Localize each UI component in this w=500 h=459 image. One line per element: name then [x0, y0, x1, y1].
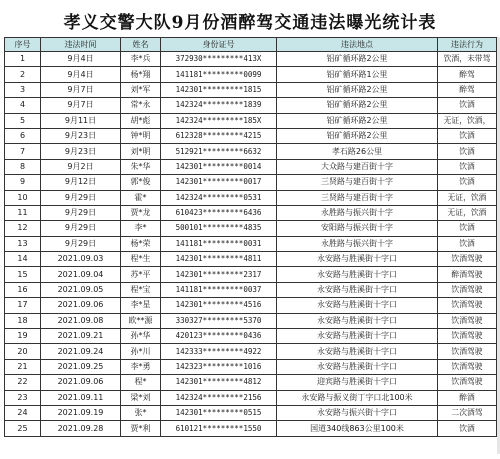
- cell-name: 郭*俊: [121, 175, 161, 190]
- header-id: 身份证号: [161, 38, 277, 52]
- cell-location: 孝石路26公里: [277, 144, 438, 159]
- cell-name: 程*生: [121, 252, 161, 267]
- cell-location: 铝矿循环路2公里: [277, 128, 438, 143]
- cell-name: 朱*华: [121, 159, 161, 174]
- cell-date: 2021.09.25: [41, 359, 121, 374]
- cell-name: 梁*刘: [121, 390, 161, 405]
- cell-location: 铝矿循环路2公里: [277, 52, 438, 67]
- cell-no: 16: [5, 282, 41, 297]
- cell-no: 15: [5, 267, 41, 282]
- cell-violation: 醉驾: [438, 67, 497, 82]
- cell-violation: 饮酒驾驶: [438, 329, 497, 344]
- table-row: [5, 252, 497, 267]
- table-row: [5, 359, 497, 374]
- cell-no: 13: [5, 236, 41, 251]
- cell-no: 20: [5, 344, 41, 359]
- cell-name: 李*: [121, 221, 161, 236]
- cell-id: 142301*********0014: [161, 159, 277, 174]
- cell-violation: 饮酒: [438, 236, 497, 251]
- table-row: [5, 313, 497, 328]
- cell-name: 贾*利: [121, 421, 161, 436]
- cell-id: 142324*********185X: [161, 113, 277, 128]
- cell-violation: 饮酒，未带驾: [438, 52, 497, 67]
- cell-id: 141181*********0031: [161, 236, 277, 251]
- table-row: [5, 98, 497, 113]
- table-row: [5, 67, 497, 82]
- cell-id: 500101*********4835: [161, 221, 277, 236]
- cell-location: 铝矿循环路2公里: [277, 113, 438, 128]
- table-row: [5, 267, 497, 282]
- cell-date: 2021.09.19: [41, 405, 121, 420]
- cell-no: 24: [5, 405, 41, 420]
- cell-no: 23: [5, 390, 41, 405]
- cell-violation: 饮酒: [438, 421, 497, 436]
- header-no: 序号: [5, 38, 41, 52]
- cell-id: 610121*********1550: [161, 421, 277, 436]
- cell-location: 永安路与胜溪街十字口: [277, 282, 438, 297]
- cell-no: 17: [5, 298, 41, 313]
- cell-violation: 醉酒驾驶: [438, 267, 497, 282]
- cell-id: 142301*********0515: [161, 405, 277, 420]
- table-row: [5, 421, 497, 436]
- cell-violation: 饮酒: [438, 98, 497, 113]
- cell-id: 142301*********4811: [161, 252, 277, 267]
- cell-no: 25: [5, 421, 41, 436]
- cell-id: 372930*********413X: [161, 52, 277, 67]
- cell-location: 永安路与振义街丁字口北100米: [277, 390, 438, 405]
- cell-no: 19: [5, 329, 41, 344]
- table-body: [5, 52, 497, 437]
- cell-id: 142324*********2156: [161, 390, 277, 405]
- cell-violation: 饮酒驾驶: [438, 298, 497, 313]
- cell-no: 4: [5, 98, 41, 113]
- cell-id: 610423*********6436: [161, 205, 277, 220]
- cell-date: 9月29日: [41, 205, 121, 220]
- table-header-row: [5, 38, 497, 52]
- cell-name: 刘*军: [121, 82, 161, 97]
- cell-location: 三贤路与建百街十字: [277, 190, 438, 205]
- cell-location: 永安路与胜溪街十字口: [277, 359, 438, 374]
- page-title: 孝义交警大队9月份酒醉驾交通违法曝光统计表: [63, 13, 437, 33]
- cell-no: 10: [5, 190, 41, 205]
- cell-location: 永安路与胜溪街十字口: [277, 313, 438, 328]
- cell-no: 11: [5, 205, 41, 220]
- cell-location: 铝矿循环路2公里: [277, 98, 438, 113]
- cell-violation: 饮酒驾驶: [438, 282, 497, 297]
- cell-date: 2021.09.04: [41, 267, 121, 282]
- cell-no: 6: [5, 128, 41, 143]
- cell-id: 142301*********4812: [161, 375, 277, 390]
- cell-id: 142333*********4922: [161, 344, 277, 359]
- table-row: [5, 405, 497, 420]
- cell-date: 9月12日: [41, 175, 121, 190]
- cell-location: 永安路与胜溪街十字口: [277, 329, 438, 344]
- cell-name: 孙*华: [121, 329, 161, 344]
- cell-date: 9月23日: [41, 128, 121, 143]
- cell-violation: 饮酒驾驶: [438, 313, 497, 328]
- cell-no: 12: [5, 221, 41, 236]
- cell-location: 铝矿循环路2公里: [277, 82, 438, 97]
- cell-date: 9月7日: [41, 82, 121, 97]
- cell-date: 9月11日: [41, 113, 121, 128]
- cell-location: 永安路与胜溪街十字口: [277, 267, 438, 282]
- cell-id: 142301*********4516: [161, 298, 277, 313]
- cell-no: 14: [5, 252, 41, 267]
- cell-id: 142301*********1815: [161, 82, 277, 97]
- cell-date: 2021.09.11: [41, 390, 121, 405]
- cell-id: 512921*********6632: [161, 144, 277, 159]
- cell-date: 9月7日: [41, 98, 121, 113]
- cell-date: 2021.09.08: [41, 313, 121, 328]
- cell-date: 9月4日: [41, 67, 121, 82]
- table-row: [5, 113, 497, 128]
- cell-violation: 饮酒: [438, 144, 497, 159]
- header-location: 违法地点: [277, 38, 438, 52]
- cell-id: 142324*********1839: [161, 98, 277, 113]
- table-row: [5, 190, 497, 205]
- table-row: [5, 52, 497, 67]
- cell-name: 欧**源: [121, 313, 161, 328]
- cell-location: 三贤路与建百街十字: [277, 175, 438, 190]
- cell-location: 迎宾路与胜溪街十字口: [277, 375, 438, 390]
- cell-date: 9月29日: [41, 190, 121, 205]
- table-row: [5, 390, 497, 405]
- cell-violation: 饮酒: [438, 159, 497, 174]
- cell-violation: 无证，饮酒: [438, 190, 497, 205]
- cell-violation: 饮酒: [438, 175, 497, 190]
- cell-name: 苏*平: [121, 267, 161, 282]
- cell-violation: 饮酒: [438, 128, 497, 143]
- cell-no: 5: [5, 113, 41, 128]
- cell-date: 2021.09.21: [41, 329, 121, 344]
- header-violation: 违法行为: [438, 38, 497, 52]
- cell-violation: 无证，饮酒，: [438, 113, 497, 128]
- cell-name: 程*: [121, 375, 161, 390]
- cell-location: 大众路与建百街十字: [277, 159, 438, 174]
- header-name: 姓名: [121, 38, 161, 52]
- cell-id: 142301*********2317: [161, 267, 277, 282]
- cell-no: 9: [5, 175, 41, 190]
- cell-location: 铝矿循环路1公里: [277, 67, 438, 82]
- table-row: [5, 175, 497, 190]
- cell-name: 孙*川: [121, 344, 161, 359]
- cell-violation: 醉酒: [438, 390, 497, 405]
- cell-no: 2: [5, 67, 41, 82]
- cell-violation: 饮酒驾驶: [438, 375, 497, 390]
- cell-id: 141181*********0037: [161, 282, 277, 297]
- cell-name: 常*永: [121, 98, 161, 113]
- table-row: [5, 205, 497, 220]
- cell-name: 李*兵: [121, 52, 161, 67]
- cell-name: 贾*龙: [121, 205, 161, 220]
- cell-violation: 无证，饮酒: [438, 205, 497, 220]
- cell-name: 杨*荣: [121, 236, 161, 251]
- table-row: [5, 282, 497, 297]
- cell-id: 142301*********0017: [161, 175, 277, 190]
- cell-location: 国道340线863公里100米: [277, 421, 438, 436]
- cell-location: 安阳路与振兴街十字: [277, 221, 438, 236]
- table-row: [5, 344, 497, 359]
- table-row: [5, 128, 497, 143]
- cell-date: 2021.09.06: [41, 375, 121, 390]
- table-row: [5, 298, 497, 313]
- cell-id: 612328*********4215: [161, 128, 277, 143]
- table-row: [5, 159, 497, 174]
- cell-id: 142324*********0531: [161, 190, 277, 205]
- cell-location: 永安路与胜溪街十字口: [277, 298, 438, 313]
- table-row: [5, 329, 497, 344]
- cell-no: 18: [5, 313, 41, 328]
- cell-no: 8: [5, 159, 41, 174]
- cell-date: 9月2日: [41, 159, 121, 174]
- cell-date: 2021.09.05: [41, 282, 121, 297]
- cell-name: 李*星: [121, 298, 161, 313]
- cell-no: 7: [5, 144, 41, 159]
- cell-id: 330327*********5370: [161, 313, 277, 328]
- cell-no: 21: [5, 359, 41, 374]
- cell-name: 李*勇: [121, 359, 161, 374]
- cell-date: 2021.09.28: [41, 421, 121, 436]
- cell-date: 2021.09.06: [41, 298, 121, 313]
- cell-name: 钟*明: [121, 128, 161, 143]
- cell-name: 杨*翔: [121, 67, 161, 82]
- cell-no: 3: [5, 82, 41, 97]
- cell-violation: 饮酒: [438, 221, 497, 236]
- cell-violation: 饮酒驾驶: [438, 252, 497, 267]
- header-date: 违法时间: [41, 38, 121, 52]
- cell-date: 9月29日: [41, 236, 121, 251]
- cell-id: 420123*********0436: [161, 329, 277, 344]
- cell-name: 程*宝: [121, 282, 161, 297]
- cell-date: 2021.09.24: [41, 344, 121, 359]
- cell-name: 胡*彪: [121, 113, 161, 128]
- cell-date: 9月29日: [41, 221, 121, 236]
- table-row: [5, 375, 497, 390]
- cell-location: 永安路与胜溪街十字口: [277, 344, 438, 359]
- cell-no: 22: [5, 375, 41, 390]
- cell-name: 霍*: [121, 190, 161, 205]
- table-row: [5, 82, 497, 97]
- cell-location: 永胜路与振兴街十字: [277, 236, 438, 251]
- table-row: [5, 144, 497, 159]
- cell-location: 永安路与胜溪街十字口: [277, 252, 438, 267]
- table-row: [5, 236, 497, 251]
- cell-violation: 二次酒驾: [438, 405, 497, 420]
- cell-location: 永安路与振兴街十字口: [277, 405, 438, 420]
- cell-violation: 醉驾: [438, 82, 497, 97]
- cell-date: 2021.09.03: [41, 252, 121, 267]
- cell-name: 刘*明: [121, 144, 161, 159]
- cell-id: 141181*********0099: [161, 67, 277, 82]
- cell-violation: 饮酒驾驶: [438, 359, 497, 374]
- cell-date: 9月4日: [41, 52, 121, 67]
- cell-name: 张*: [121, 405, 161, 420]
- cell-date: 9月23日: [41, 144, 121, 159]
- cell-violation: 饮酒驾驶: [438, 344, 497, 359]
- cell-location: 永胜路与振兴街十字: [277, 205, 438, 220]
- cell-no: 1: [5, 52, 41, 67]
- violation-table: [4, 37, 497, 437]
- table-row: [5, 221, 497, 236]
- cell-id: 142323*********1016: [161, 359, 277, 374]
